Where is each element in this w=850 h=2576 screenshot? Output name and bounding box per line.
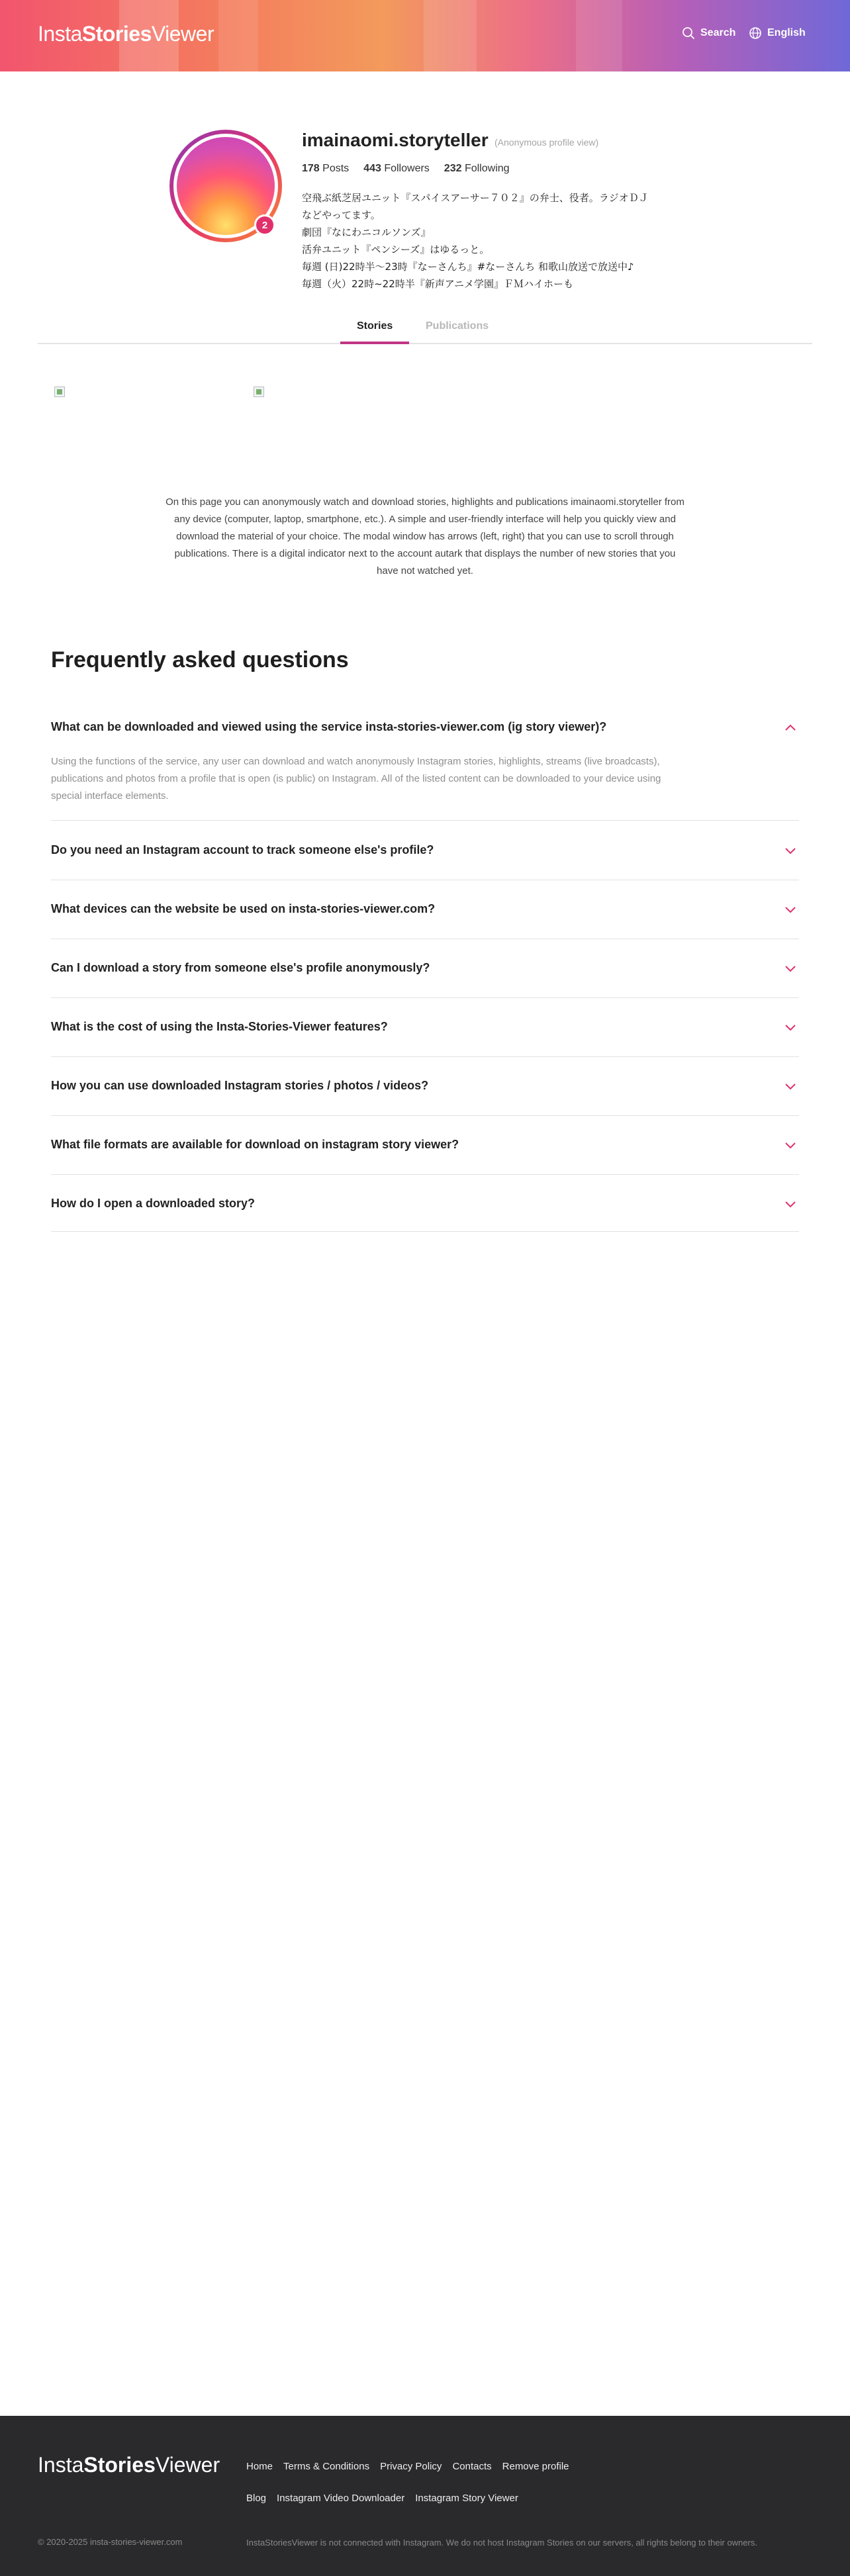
footer-link-terms[interactable]: Terms & Conditions (283, 2461, 370, 2472)
search-button[interactable] (682, 26, 735, 40)
footer-link-blog[interactable]: Blog (246, 2493, 267, 2504)
followers-label: Followers (384, 163, 430, 174)
chevron-down-icon[interactable] (783, 1020, 798, 1035)
logo-suffix: Viewer (151, 22, 214, 46)
followers-count: 443 (363, 163, 381, 174)
page-description: On this page you can anonymously watch and download stories, highlights and publications imainaomi.storyteller from any device (computer, laptop, smartphone, etc.). A simple and user-friendly interface will help you quickly view and download the material of your choice. The modal window has arrows (left, right) that you can use to scroll through publications. There is a digital indicator next to the account autark that displays the number of new stories that you have not watched yet. (165, 496, 685, 576)
following-stat (444, 163, 510, 175)
language-selector[interactable] (749, 26, 806, 40)
faq-item[interactable] (51, 1138, 799, 1175)
faq-question[interactable]: What is the cost of using the Insta-Stories-Viewer features? (51, 1020, 388, 1033)
logo-prefix: Insta (38, 22, 82, 46)
chevron-up-icon[interactable] (783, 720, 798, 735)
logo-bold: Stories (81, 22, 152, 46)
faq-question[interactable]: How you can use downloaded Instagram stories / photos / videos? (51, 1079, 429, 1092)
bio-line: 毎週 (日)22時半〜23時『なーさんち』#なーさんち 和歌山放送で放送中♪ (302, 261, 634, 273)
footer-nav-secondary (246, 2493, 518, 2504)
posts-label: Posts (322, 163, 350, 174)
following-count: 232 (444, 163, 462, 174)
posts-count: 178 (302, 163, 320, 174)
faq-item[interactable] (51, 961, 799, 998)
faq-question[interactable]: What file formats are available for download on instagram story viewer? (51, 1138, 459, 1151)
bio-line: 活弁ユニット『ペンシーズ』はゆるっと。 (302, 244, 490, 255)
following-label: Following (464, 163, 510, 174)
footer-logo-bold: Stories (83, 2453, 156, 2477)
followers-stat (363, 163, 430, 175)
footer-link-remove-profile[interactable]: Remove profile (502, 2461, 569, 2472)
new-stories-badge: 2 (254, 214, 275, 236)
language-label: English (767, 27, 806, 38)
faq-title: Frequently asked questions (51, 647, 349, 672)
chevron-down-icon[interactable] (783, 902, 798, 917)
story-thumbnail[interactable] (54, 387, 65, 397)
footer-link-contacts[interactable]: Contacts (452, 2461, 492, 2472)
site-logo[interactable] (38, 22, 214, 46)
search-label: Search (700, 27, 736, 38)
footer-disclaimer: InstaStoriesViewer is not connected with Instagram. We do not host Instagram Stories on our servers, all rights belong to their owners. (246, 2538, 757, 2548)
footer-link-privacy[interactable]: Privacy Policy (380, 2461, 442, 2472)
posts-stat (302, 163, 349, 175)
profile-username: imainaomi.storyteller (302, 130, 489, 150)
profile-stats (302, 163, 510, 175)
footer-link-home[interactable]: Home (246, 2461, 273, 2472)
faq-item[interactable] (51, 902, 799, 939)
faq-question[interactable]: What devices can the website be used on insta-stories-viewer.com? (51, 902, 436, 915)
story-thumbnail[interactable] (254, 387, 264, 397)
bio-line: 空飛ぶ紙芝居ユニット『スパイスアーサー７０２』の弁士、役者。ラジオＤＪ (302, 192, 649, 204)
chevron-down-icon[interactable] (783, 1197, 798, 1211)
footer-logo-prefix: Insta (38, 2453, 84, 2477)
footer-logo[interactable] (38, 2453, 220, 2477)
bio-line: などやってます。 (302, 209, 381, 221)
faq-question[interactable]: How do I open a downloaded story? (51, 1197, 256, 1210)
faq-question[interactable]: Do you need an Instagram account to track someone else's profile? (51, 843, 434, 856)
content-tabs (38, 315, 812, 344)
bio-line: 毎週（火）22時~22時半『新声アニメ学園』ＦＭハイホーも (302, 278, 573, 290)
profile-bio (302, 189, 699, 293)
chevron-down-icon[interactable] (783, 1079, 798, 1093)
chevron-down-icon[interactable] (783, 1138, 798, 1152)
footer-copyright: © 2020-2025 insta-stories-viewer.com (38, 2537, 183, 2547)
tab-publications[interactable]: Publications (426, 320, 489, 332)
bio-line: 劇団『なにわニコルソンズ』 (302, 226, 431, 238)
faq-item[interactable] (51, 1197, 799, 1232)
footer-logo-suffix: Viewer (155, 2453, 220, 2477)
faq-item[interactable] (51, 1079, 799, 1116)
footer-link-story-viewer[interactable]: Instagram Story Viewer (415, 2493, 518, 2504)
anonymous-view-note: (Anonymous profile view) (495, 137, 599, 148)
globe-icon (749, 26, 762, 40)
tab-stories[interactable]: Stories (357, 320, 393, 332)
site-header (0, 0, 850, 71)
footer-link-video-downloader[interactable]: Instagram Video Downloader (277, 2493, 405, 2504)
footer-nav-primary (246, 2461, 569, 2472)
faq-item[interactable] (51, 843, 799, 880)
site-footer (0, 2416, 850, 2576)
faq-question[interactable]: Can I download a story from someone else's profile anonymously? (51, 961, 430, 974)
active-tab-indicator (340, 342, 409, 344)
faq-answer: Using the functions of the service, any user can download and watch anonymously Instagram stories, highlights, streams (live broadcasts), publications and photos from a profile that is open (is public) on Instagram. All of the listed content can be downloaded to your device using special interface elements. (51, 756, 661, 802)
faq-item[interactable] (51, 720, 799, 821)
faq-question[interactable]: What can be downloaded and viewed using the service insta-stories-viewer.com (ig story viewer)? (51, 720, 607, 733)
search-icon (682, 26, 695, 40)
chevron-down-icon[interactable] (783, 843, 798, 858)
chevron-down-icon[interactable] (783, 961, 798, 976)
faq-item[interactable] (51, 1020, 799, 1057)
